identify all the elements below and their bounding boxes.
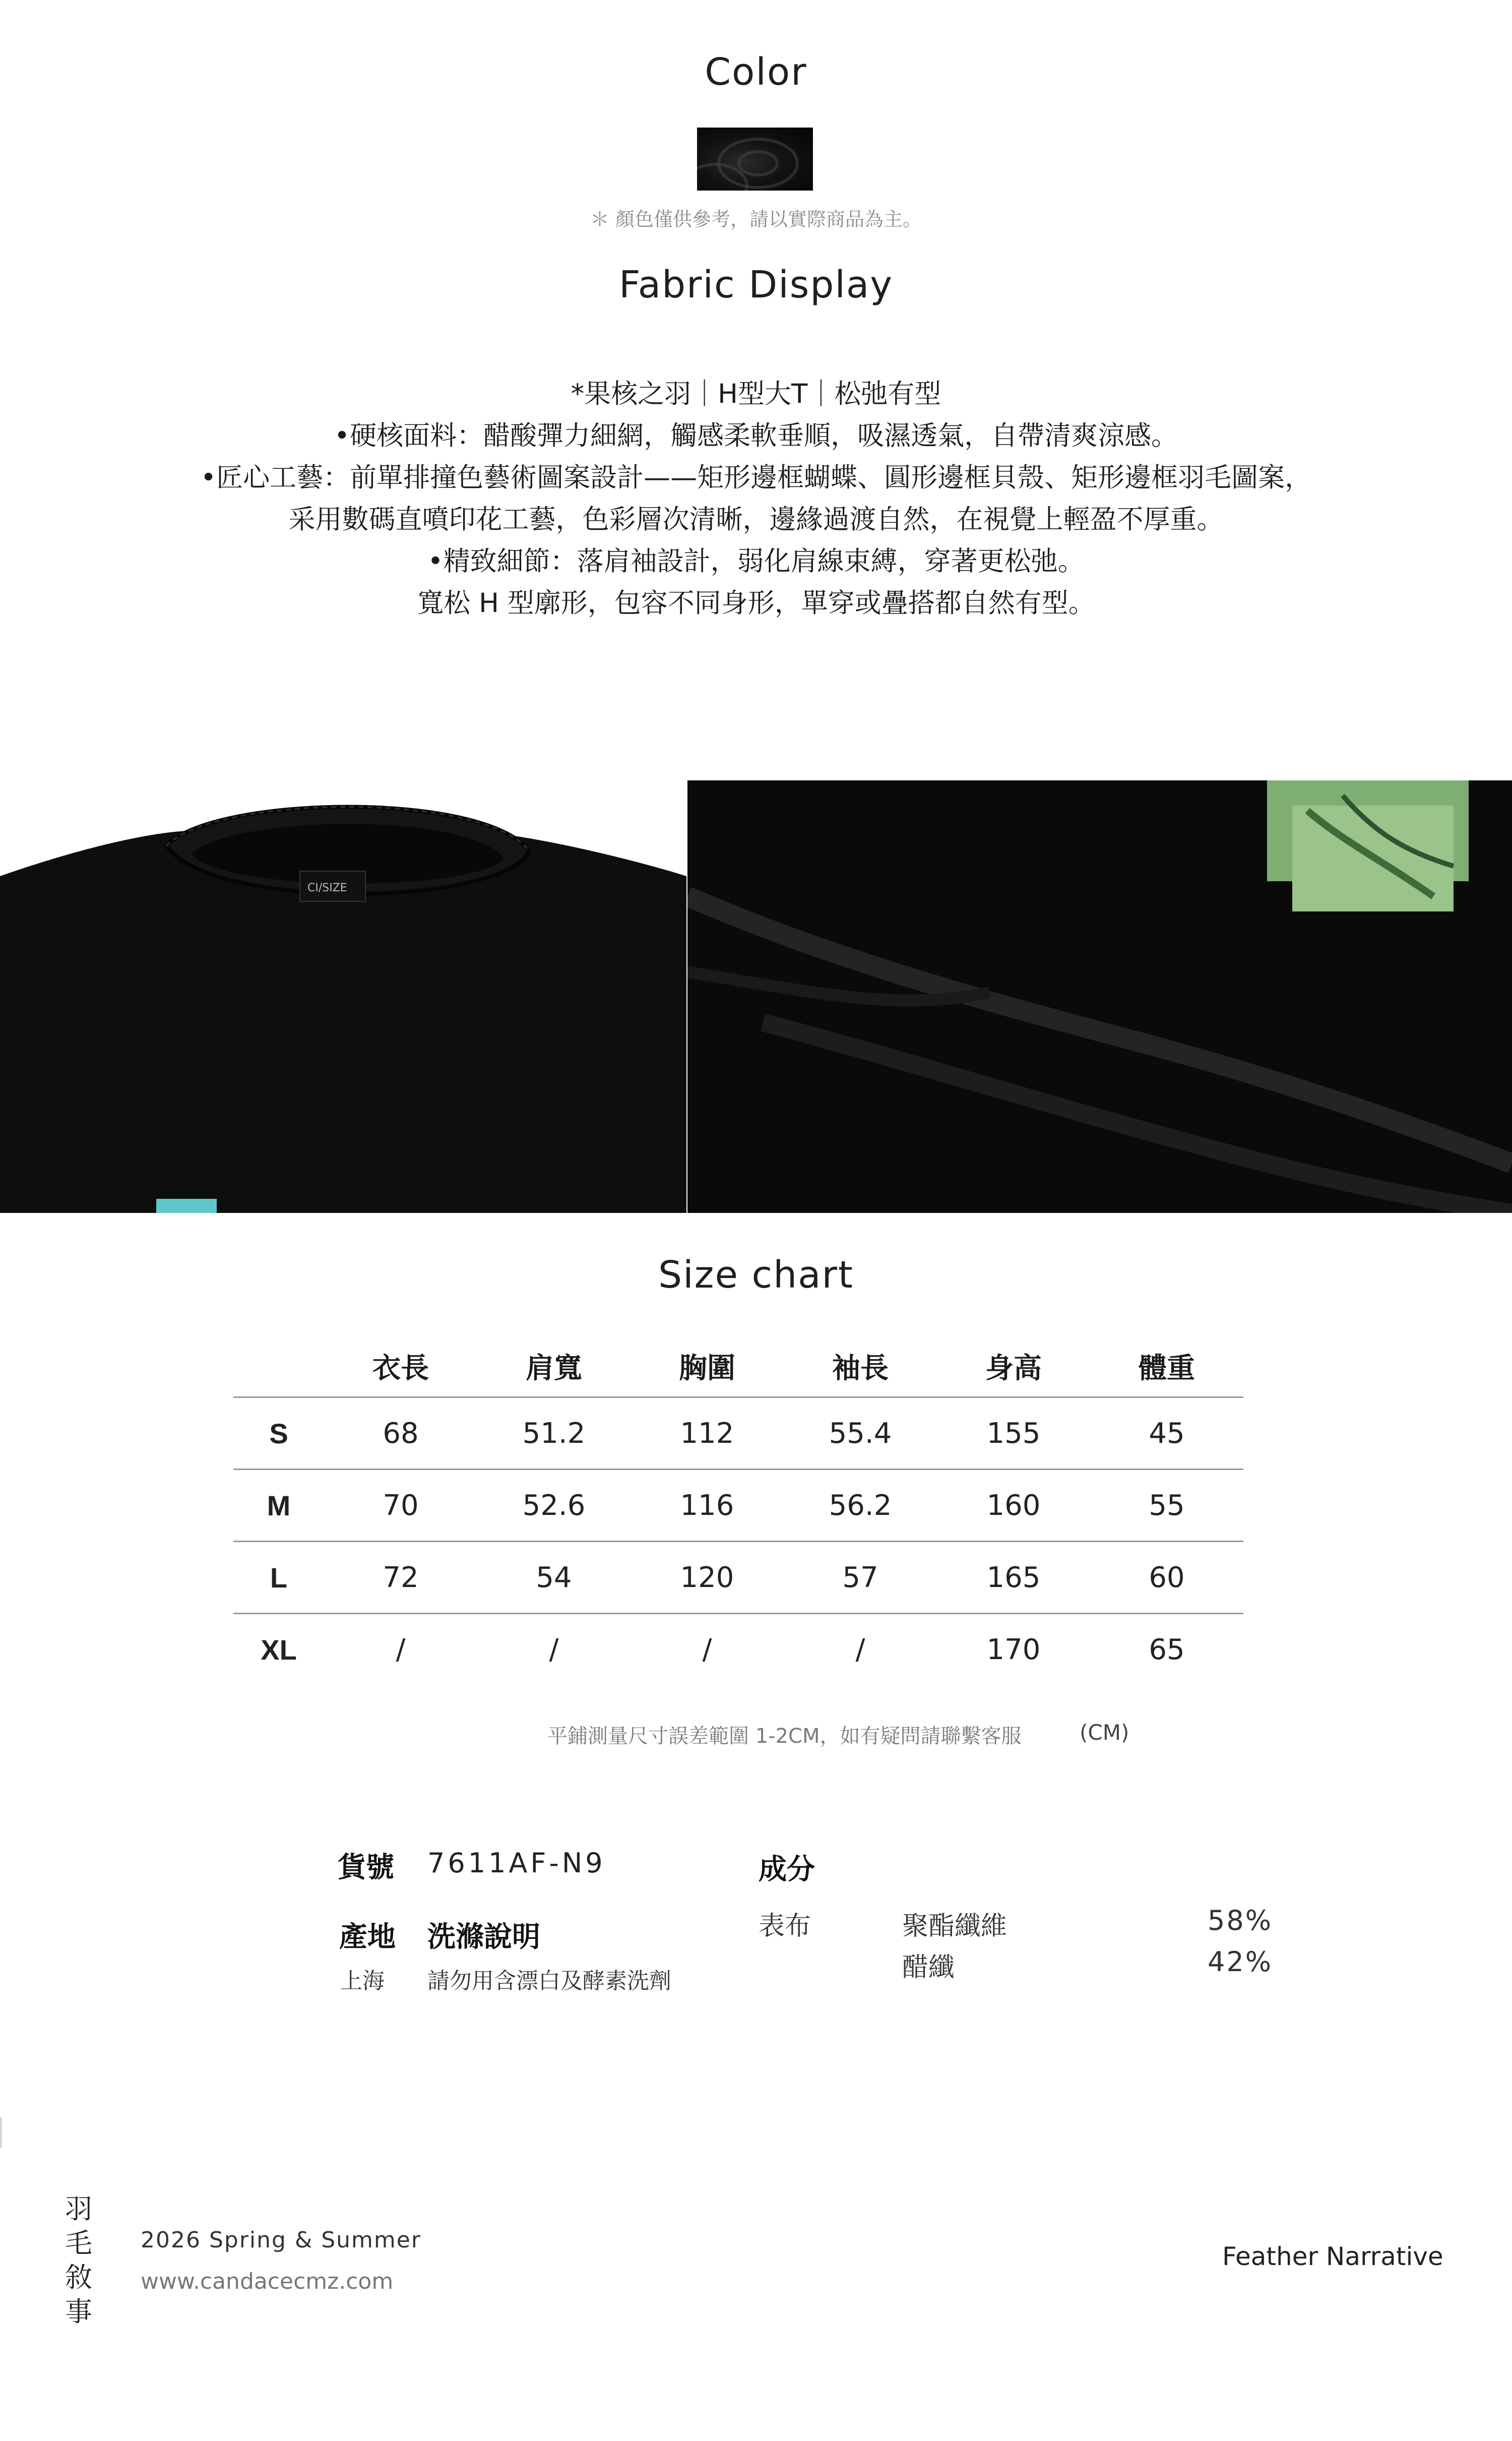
material-percent: 42% bbox=[1208, 1946, 1273, 1978]
table-cell: 112 bbox=[631, 1397, 784, 1470]
edge-divider bbox=[0, 2117, 2, 2148]
table-cell: 160 bbox=[937, 1470, 1090, 1542]
fabric-description bbox=[0, 373, 1512, 624]
collar-detail-photo bbox=[0, 780, 686, 1213]
collar-illustration bbox=[0, 780, 686, 1213]
header-cell: 衣長 bbox=[372, 1352, 429, 1385]
header-cell: 胸圍 bbox=[679, 1352, 735, 1385]
size-table bbox=[233, 1336, 1243, 1685]
table-cell: 45 bbox=[1090, 1397, 1243, 1470]
table-cell: 55 bbox=[1090, 1470, 1243, 1542]
size-cell: XL bbox=[233, 1614, 324, 1685]
brand-char: 毛 bbox=[65, 2227, 92, 2259]
table-cell: 120 bbox=[631, 1542, 784, 1614]
size-cell: L bbox=[233, 1542, 324, 1614]
table-cell: 116 bbox=[631, 1470, 784, 1542]
fabric-line: 采用數碼直噴印花工藝，色彩層次清晰，邊緣過渡自然，在視覺上輕盈不厚重。 bbox=[288, 504, 1224, 535]
item-number: 7611AF-N9 bbox=[427, 1847, 606, 1879]
origin-value: 上海 bbox=[340, 1968, 385, 1994]
size-table-header-row bbox=[233, 1336, 1243, 1397]
size-cell: M bbox=[233, 1470, 324, 1542]
table-cell: 52.6 bbox=[477, 1470, 631, 1542]
header-cell bbox=[233, 1336, 324, 1397]
brand-char: 敘 bbox=[65, 2262, 92, 2293]
table-row bbox=[233, 1470, 1243, 1542]
collection-name: Feather Narrative bbox=[1222, 2242, 1443, 2271]
material-percent: 58% bbox=[1208, 1905, 1273, 1936]
composition-label: 成分 bbox=[759, 1853, 815, 1886]
material-name: 醋纖 bbox=[902, 1952, 955, 1983]
table-cell: 72 bbox=[324, 1542, 477, 1614]
header-cell: 袖長 bbox=[832, 1352, 889, 1385]
wash-label: 洗滌說明 bbox=[427, 1921, 540, 1954]
unit-label: (CM) bbox=[1080, 1720, 1129, 1745]
vertical-brand-logo bbox=[64, 2192, 94, 2329]
table-cell: 70 bbox=[324, 1470, 477, 1542]
table-cell: / bbox=[477, 1614, 631, 1685]
table-cell: 60 bbox=[1090, 1542, 1243, 1614]
fabric-line: *果核之羽｜H型大T｜松弛有型 bbox=[571, 379, 941, 409]
sleeve-illustration bbox=[687, 780, 1512, 1213]
table-cell: 55.4 bbox=[784, 1397, 937, 1470]
fabric-line: •硬核面料：醋酸彈力細網，觸感柔軟垂順，吸濕透氣，自帶清爽涼感。 bbox=[334, 420, 1178, 451]
color-title: Color bbox=[705, 50, 807, 94]
table-cell: / bbox=[784, 1614, 937, 1685]
table-cell: 65 bbox=[1090, 1614, 1243, 1685]
table-cell: 56.2 bbox=[784, 1470, 937, 1542]
fabric-line: •匠心工藝：前單排撞色藝術圖案設計——矩形邊框蝴蝶、圓形邊框貝殼、矩形邊框羽毛圖案， bbox=[200, 462, 1312, 493]
sleeve-detail-photo bbox=[687, 780, 1512, 1213]
brand-char: 事 bbox=[65, 2296, 92, 2328]
fabric-line: 寬松 H 型廓形，包容不同身形，單穿或疊搭都自然有型。 bbox=[417, 588, 1095, 619]
size-cell: S bbox=[233, 1397, 324, 1470]
material-name: 聚酯纖維 bbox=[902, 1911, 1007, 1941]
table-cell: 155 bbox=[937, 1397, 1090, 1470]
table-row bbox=[233, 1614, 1243, 1685]
brand-char: 羽 bbox=[65, 2193, 92, 2225]
fabric-line: •精致細節：落肩袖設計，弱化肩線束縛，穿著更松弛。 bbox=[427, 546, 1085, 577]
season-label: 2026 Spring & Summer bbox=[141, 2227, 421, 2253]
table-cell: 68 bbox=[324, 1397, 477, 1470]
neck-label-text: CI/SIZE bbox=[307, 882, 347, 894]
measurement-note: 平鋪測量尺寸誤差範圍 1-2CM，如有疑問請聯繫客服 bbox=[547, 1725, 1022, 1748]
color-disclaimer: ＊ 顏色僅供參考，請以實際商品為主。 bbox=[590, 208, 922, 230]
table-row bbox=[233, 1397, 1243, 1470]
table-cell: / bbox=[324, 1614, 477, 1685]
table-cell: 51.2 bbox=[477, 1397, 631, 1470]
color-swatch-black[interactable] bbox=[697, 128, 813, 191]
origin-label: 產地 bbox=[339, 1921, 396, 1954]
header-cell: 體重 bbox=[1139, 1352, 1195, 1385]
table-row bbox=[233, 1542, 1243, 1614]
item-number-label: 貨號 bbox=[338, 1851, 394, 1884]
table-cell: 54 bbox=[477, 1542, 631, 1614]
fabric-title: Fabric Display bbox=[618, 263, 894, 307]
header-cell: 身高 bbox=[985, 1352, 1042, 1385]
wash-instruction: 請勿用含漂白及酵素洗劑 bbox=[427, 1968, 671, 1994]
header-cell: 肩寬 bbox=[526, 1352, 582, 1385]
website-link[interactable]: www.candacecmz.com bbox=[141, 2269, 394, 2294]
table-cell: 57 bbox=[784, 1542, 937, 1614]
table-cell: 165 bbox=[937, 1542, 1090, 1614]
fabric-label: 表布 bbox=[759, 1911, 811, 1941]
size-chart-title: Size chart bbox=[658, 1253, 854, 1297]
table-cell: 170 bbox=[937, 1614, 1090, 1685]
table-cell: / bbox=[631, 1614, 784, 1685]
